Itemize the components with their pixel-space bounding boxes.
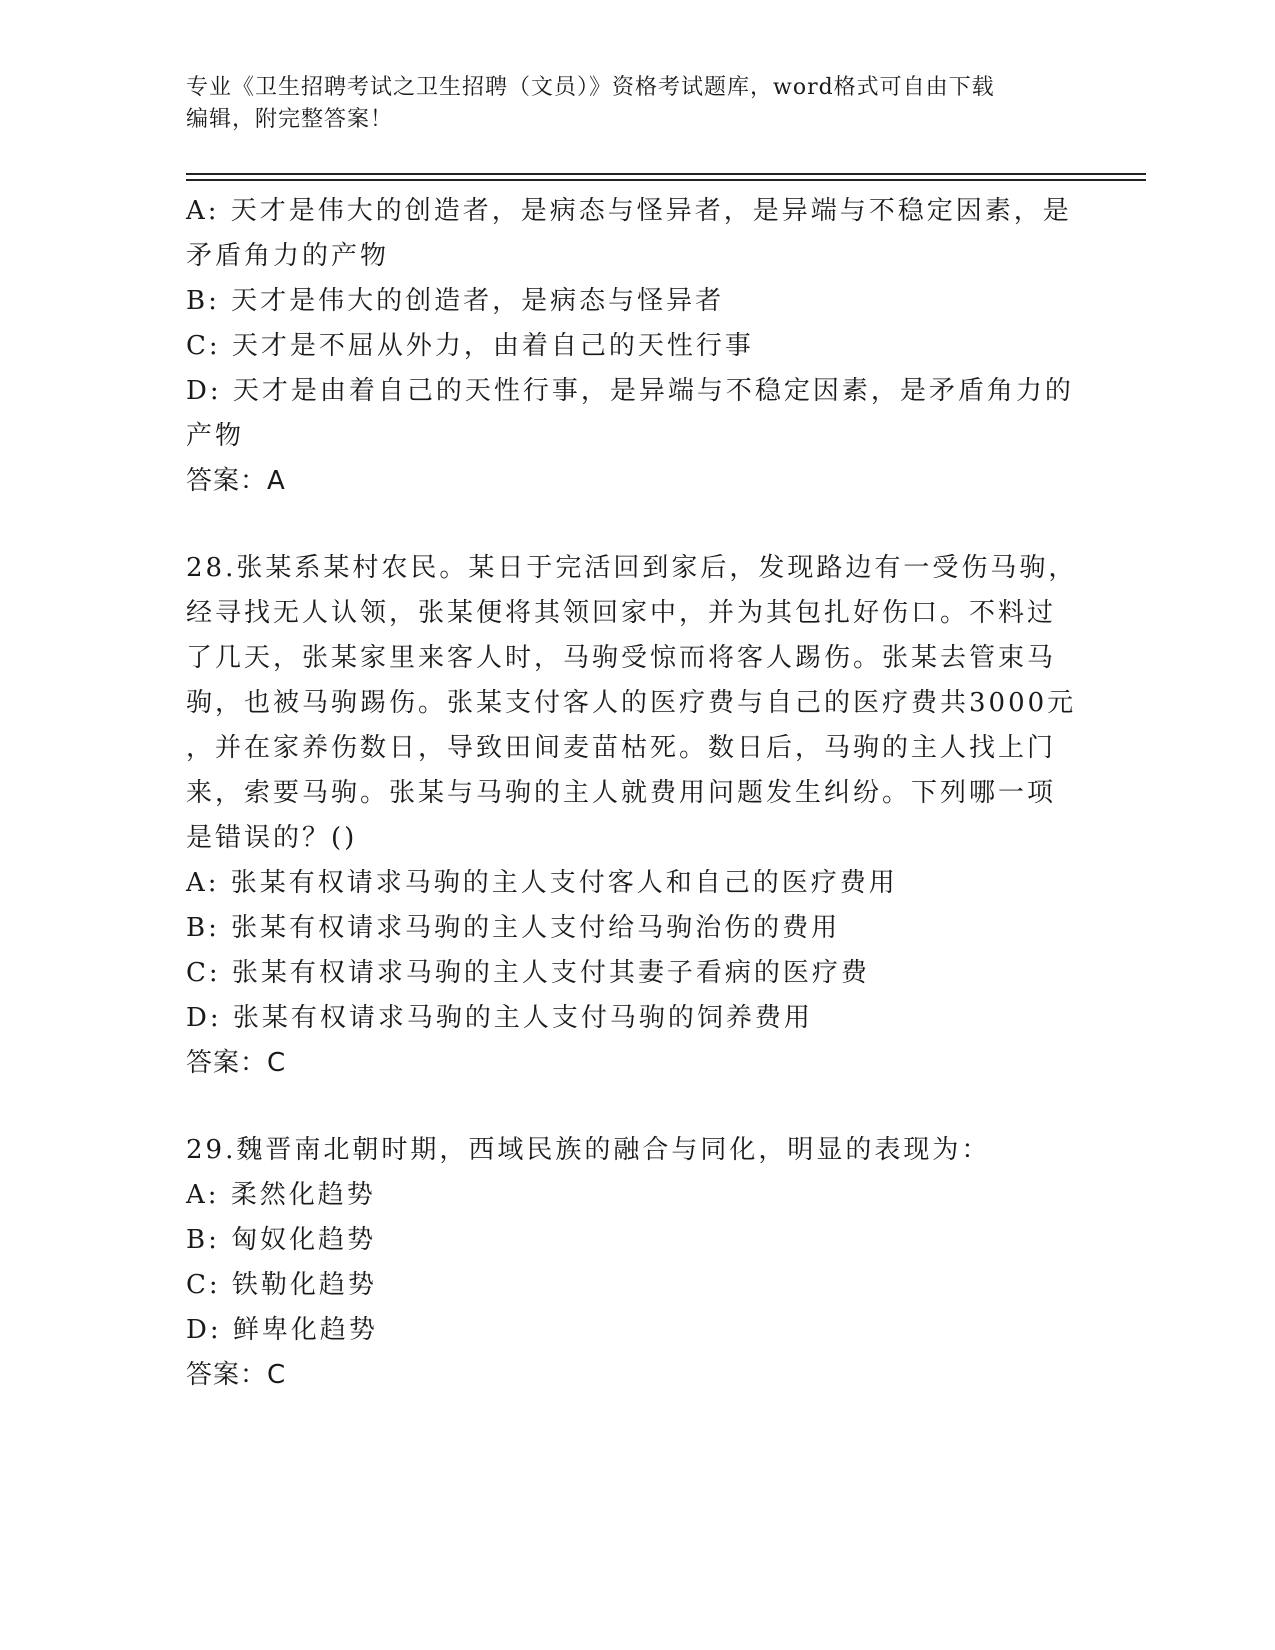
option-b: B: 天才是伟大的创造者，是病态与怪异者 (186, 286, 725, 316)
question-stem-line: 28.张某系某村农民。某日于完活回到家后，发现路边有一受伤马驹， (186, 553, 1078, 583)
question-stem-line: 是错误的？() (186, 823, 358, 853)
option-b: B: 张某有权请求马驹的主人支付给马驹治伤的费用 (186, 913, 841, 943)
question-29 (186, 1128, 1076, 1398)
option-c: C: 天才是不屈从外力，由着自己的天性行事 (186, 331, 754, 361)
question-28 (186, 546, 1076, 1086)
header-divider-top (186, 173, 1146, 175)
answer: 答案：C (186, 1360, 287, 1390)
option-d-line-1: D: 天才是由着自己的天性行事，是异端与不稳定因素，是矛盾角力的 (186, 376, 1074, 406)
option-c: C: 张某有权请求马驹的主人支付其妻子看病的医疗费 (186, 958, 870, 988)
question-content (186, 189, 1076, 1398)
header-line-2: 编辑，附完整答案！ (186, 107, 394, 132)
question-stem-line: 经寻找无人认领，张某便将其领回家中，并为其包扎好伤口。不料过 (186, 598, 1057, 628)
question-stem-line: 来，索要马驹。张某与马驹的主人就费用问题发生纠纷。下列哪一项 (186, 778, 1057, 808)
answer: 答案：C (186, 1048, 287, 1078)
question-stem-line: 驹，也被马驹踢伤。张某支付客人的医疗费与自己的医疗费共3000元 (186, 688, 1077, 718)
option-b: B: 匈奴化趋势 (186, 1225, 377, 1255)
header-line-1: 专业《卫生招聘考试之卫生招聘（文员）》资格考试题库，word格式可自由下载 (186, 75, 995, 100)
option-a-line-1: A: 天才是伟大的创造者，是病态与怪异者，是异端与不稳定因素，是 (186, 196, 1072, 226)
question-27 (186, 189, 1076, 504)
question-stem-line: 了几天，张某家里来客人时，马驹受惊而将客人踢伤。张某去管束马 (186, 643, 1057, 673)
question-stem: 29.魏晋南北朝时期，西域民族的融合与同化，明显的表现为： (186, 1135, 991, 1165)
option-a: A: 张某有权请求马驹的主人支付客人和自己的医疗费用 (186, 868, 898, 898)
option-a: A: 柔然化趋势 (186, 1180, 376, 1210)
option-c: C: 铁勒化趋势 (186, 1270, 377, 1300)
header-divider-bottom (186, 179, 1146, 181)
answer: 答案：A (186, 466, 286, 496)
option-d-line-2: 产物 (186, 421, 245, 451)
option-a-line-2: 矛盾角力的产物 (186, 241, 390, 271)
option-d: D: 张某有权请求马驹的主人支付马驹的饲养费用 (186, 1003, 813, 1033)
question-stem-line: ，并在家养伤数日，导致田间麦苗枯死。数日后，马驹的主人找上门 (186, 733, 1057, 763)
option-d: D: 鲜卑化趋势 (186, 1315, 378, 1345)
document-header (186, 72, 1066, 136)
